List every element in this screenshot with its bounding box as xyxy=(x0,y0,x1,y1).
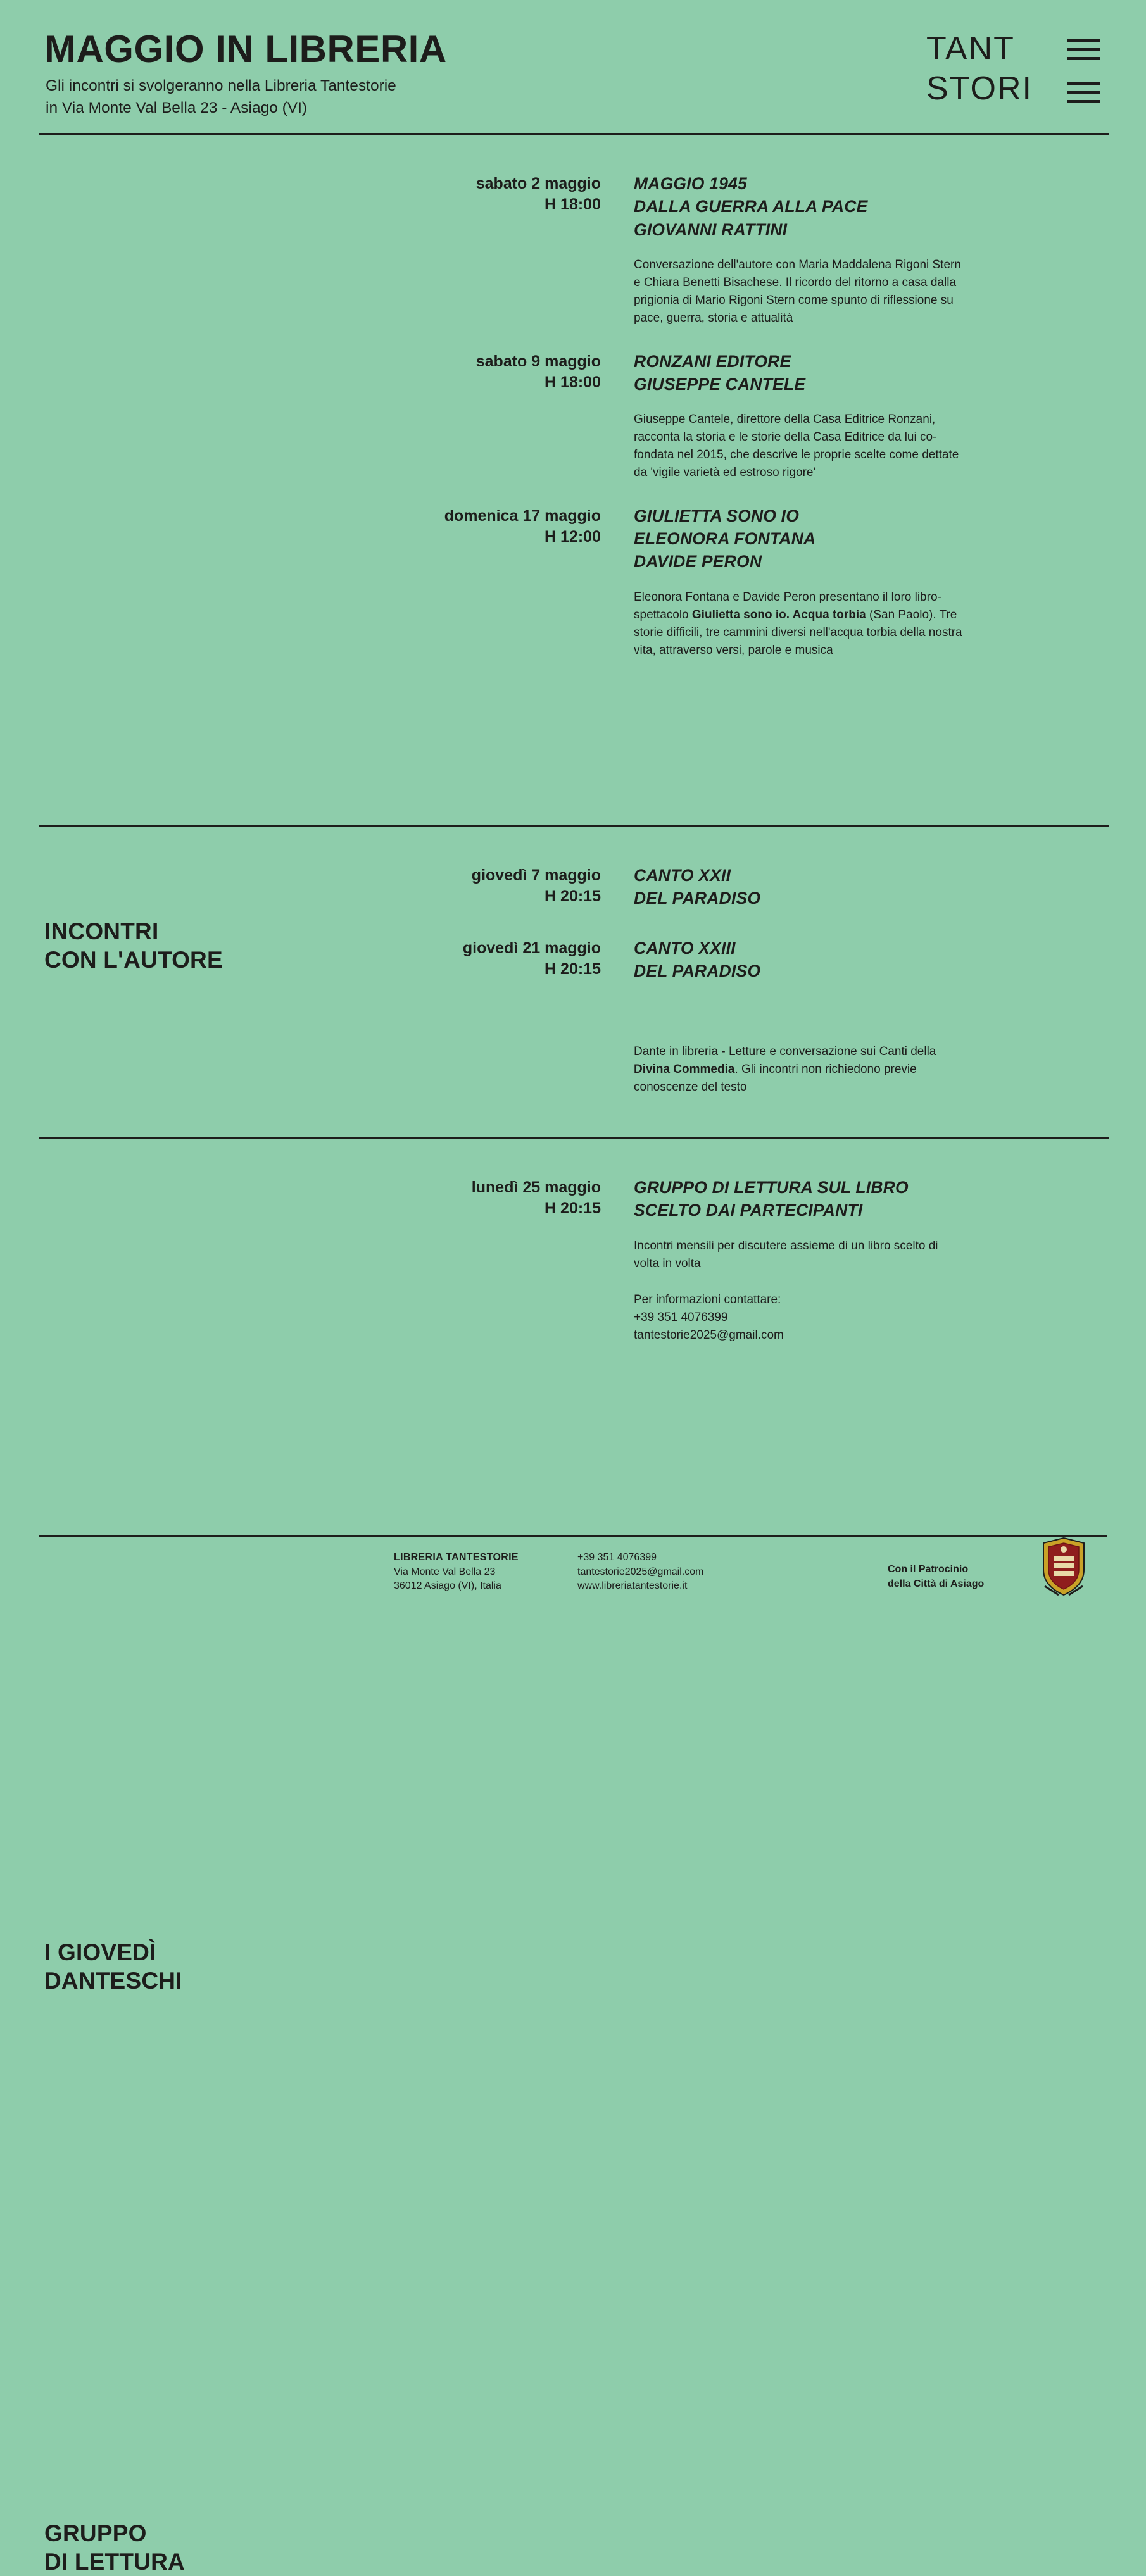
tantestorie-logo xyxy=(926,29,1100,118)
section-label-line-2: CON L'AUTORE xyxy=(44,947,223,973)
section-label-line-1: INCONTRI xyxy=(44,918,159,944)
event-date: sabato 9 maggio xyxy=(475,352,601,370)
events-list-danteschi xyxy=(427,827,1107,1096)
event-what xyxy=(634,937,1107,983)
contact-phone[interactable]: +39 351 4076399 xyxy=(634,1311,728,1325)
contact-email[interactable]: tantestorie2025@gmail.com xyxy=(634,1329,784,1342)
event-title-line: CANTO XXIII xyxy=(634,938,736,958)
event-row xyxy=(427,1176,1107,1344)
event-date: giovedì 21 maggio xyxy=(462,939,601,957)
event-title-line: DEL PARADISO xyxy=(634,889,761,908)
event-title-line: ELEONORA FONTANA xyxy=(634,529,816,549)
event-when xyxy=(427,172,601,327)
event-title-line: MAGGIO 1945 xyxy=(634,174,747,193)
event-what xyxy=(634,1176,1107,1344)
event-title xyxy=(634,350,1107,396)
event-what xyxy=(634,172,1107,327)
footer-website[interactable]: www.libreriatantestorie.it xyxy=(577,1580,688,1592)
section-footnote-row xyxy=(427,1043,1107,1096)
footer-contact-block xyxy=(577,1551,786,1594)
event-time: H 18:00 xyxy=(545,373,601,391)
section-label-danteschi xyxy=(44,1938,182,1995)
event-date: giovedì 7 maggio xyxy=(471,866,601,884)
event-title-line: GIUSEPPE CANTELE xyxy=(634,374,806,394)
asiago-city-crest-icon xyxy=(1040,1537,1088,1597)
contact-line: Per informazioni contattare: xyxy=(634,1293,781,1307)
event-title xyxy=(634,172,1107,241)
event-title xyxy=(634,864,1107,910)
spacer xyxy=(427,327,1107,350)
events-list-incontri xyxy=(427,135,1107,659)
patronage-line-2: della Città di Asiago xyxy=(888,1579,985,1590)
events-list-gruppo xyxy=(427,1139,1107,1344)
footer-address-line-2: 36012 Asiago (VI), Italia xyxy=(394,1580,501,1592)
event-description: Eleonora Fontana e Davide Peron presentano il loro libro-spettacolo Giulietta sono io. Acqua torbia (San Paolo). Tre storie difficili, tre cammini diversi nell'acqua torbia della nostra vita, attraverso versi, parole e musica xyxy=(634,590,962,657)
contact-block xyxy=(634,1291,963,1344)
footer-address-line-1: Via Monte Val Bella 23 xyxy=(394,1566,496,1577)
event-time: H 18:00 xyxy=(545,196,601,214)
logo-line-1: TANT xyxy=(926,30,1015,67)
event-time: H 12:00 xyxy=(545,528,601,546)
event-date: sabato 2 maggio xyxy=(475,175,601,192)
footer-email[interactable]: tantestorie2025@gmail.com xyxy=(577,1566,704,1577)
footer-phone[interactable]: +39 351 4076399 xyxy=(577,1551,657,1563)
event-date: domenica 17 maggio xyxy=(444,506,601,525)
event-when xyxy=(427,504,601,660)
logo-bars-top-icon xyxy=(1067,39,1100,66)
event-when xyxy=(427,937,601,983)
event-description: Incontri mensili per discutere assieme di un libro scelto di volta in volta xyxy=(634,1239,938,1270)
event-row xyxy=(427,937,1107,983)
footer-patronage-block xyxy=(888,1551,984,1591)
event-when xyxy=(427,350,601,482)
event-when-empty xyxy=(427,1043,601,1096)
event-description: Conversazione dell'autore con Maria Maddalena Rigoni Stern e Chiara Benetti Bisachese. Il ricordo del ritorno a casa dalla prigionia di Mario Rigoni Stern come spunto di riflessione su pace, guerra, storia e attualità xyxy=(634,258,961,325)
event-what xyxy=(634,864,1107,910)
event-row xyxy=(427,504,1107,660)
section-label-line-2: DI LETTURA xyxy=(44,2549,185,2575)
event-title-line: DAVIDE PERON xyxy=(634,552,762,572)
event-description: Giuseppe Cantele, direttore della Casa Editrice Ronzani, racconta la storia e le storie della Casa Editrice da lui co-fondata nel 2015, che descrive le proprie scelte come dettate da 'vigile varietà ed estroso rigore' xyxy=(634,413,959,479)
event-title-line: SCELTO DAI PARTECIPANTI xyxy=(634,1201,863,1220)
event-title-line: GRUPPO DI LETTURA SUL LIBRO xyxy=(634,1178,909,1197)
event-time: H 20:15 xyxy=(545,1199,601,1218)
event-time: H 20:15 xyxy=(545,887,601,906)
footer-content xyxy=(39,1537,1107,1594)
logo-bars-bottom-icon xyxy=(1067,82,1100,109)
event-title-line: CANTO XXII xyxy=(634,866,731,885)
section-label-line-2: DANTESCHI xyxy=(44,1968,182,1994)
event-title xyxy=(634,937,1107,983)
section-label-line-1: GRUPPO xyxy=(44,2520,147,2546)
event-date: lunedì 25 maggio xyxy=(471,1179,601,1196)
section-label-line-1: I GIOVEDÌ xyxy=(44,1939,156,1965)
spacer xyxy=(427,910,1107,937)
event-row xyxy=(427,350,1107,482)
logo-line-2: STORI xyxy=(926,70,1033,108)
event-when xyxy=(427,1176,601,1344)
section-description: Dante in libreria - Letture e conversazione sui Canti della Divina Commedia. Gli incontri non richiedono previe conoscenze del testo xyxy=(634,1045,936,1094)
event-row xyxy=(427,864,1107,910)
poster-footer xyxy=(39,1535,1107,1594)
event-time: H 20:15 xyxy=(545,960,601,978)
event-what xyxy=(634,504,1107,660)
event-when xyxy=(427,864,601,910)
spacer xyxy=(427,482,1107,504)
event-title-line: DEL PARADISO xyxy=(634,961,761,980)
event-title-line: GIULIETTA SONO IO xyxy=(634,506,800,525)
patronage-line-1: Con il Patrocinio xyxy=(888,1563,969,1575)
footer-address-block xyxy=(394,1551,577,1594)
poster-header xyxy=(39,0,1107,133)
footer-shop-name: LIBRERIA TANTESTORIE xyxy=(394,1551,519,1563)
subtitle-line-2: in Via Monte Val Bella 23 - Asiago (VI) xyxy=(46,99,308,116)
event-row xyxy=(427,172,1107,327)
section-label-gruppo xyxy=(44,2519,185,2576)
event-title-line: RONZANI EDITORE xyxy=(634,351,791,371)
page-title: MAGGIO IN LIBRERIA xyxy=(44,28,447,70)
event-title-line: GIOVANNI RATTINI xyxy=(634,220,788,239)
event-title xyxy=(634,1176,1107,1222)
event-what xyxy=(634,1043,1107,1096)
event-title-line: DALLA GUERRA ALLA PACE xyxy=(634,197,868,216)
subtitle-line-1: Gli incontri si svolgeranno nella Libreria Tantestorie xyxy=(46,77,396,94)
event-title xyxy=(634,504,1107,573)
event-what xyxy=(634,350,1107,482)
